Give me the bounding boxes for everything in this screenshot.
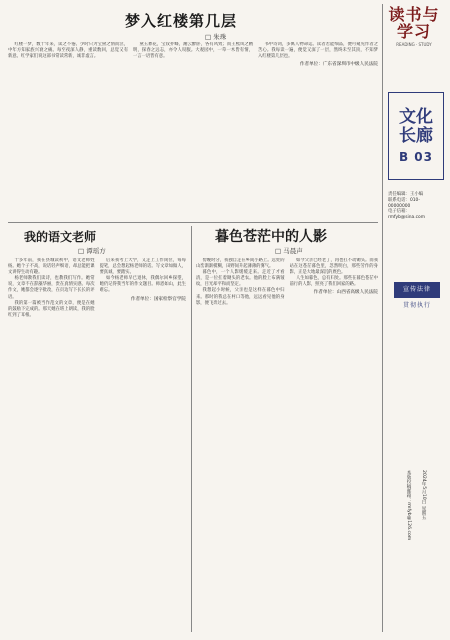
article2-paragraph: 我的第一篇被当作范文的文章，便是在她的鼓励下完成的。那天她在班上朗读，我的脸红到了耳根。 [8,300,95,318]
brand-name: 读书与学习 [388,5,440,41]
issue-date: 2024年5月10日 星期五 [421,470,426,520]
article1-paragraph: 黛玉葬花，宝钗扑蝶，湘云醉卧，各有风致；而王熙凤之精明，探春之远志，亦令人叹服。大观园中，一草一木皆有情，一言一语皆有意。 [133,42,253,60]
brand-subtitle: READING · STUDY [396,42,432,47]
article1-col-3 [258,42,378,218]
article2-paragraph: 如今杨老师早已退休，我偶尔回乡探望，她仍记得我当年的作文题目。师恩如山，此生难忘。 [99,276,186,294]
article3-paragraph: 人生如暮色，总有归处。那些在暮色苍茫中前行的人影，照亮了我们回家的路。 [289,276,378,288]
article2-author: □ 谭瑶方 [78,247,106,255]
article1-author: □ 朱珠 [205,33,227,41]
article1-col-1 [8,42,128,218]
article3-paragraph: 我想起小时候，父亲也是这样在暮色中归来。那时的我总在村口等他，远远看见他的身影，便飞奔过去。 [196,288,285,306]
article2-col-2 [100,258,187,632]
motto-banner: 宣传法律 [394,282,440,298]
article2-paragraph: 十多年前，我在县城读初中，语文老师姓杨。她个子不高，说话轻声细语，却总能把课文讲得生动有趣。 [8,258,95,276]
article2-title: 我的语文老师 [24,230,97,244]
article3-body [196,258,378,632]
article3-paragraph: 如今父亲已经老了，再也扛不动锄头。而我站在这苍茫暮色里，忽然明白，那些劳作的身影，正是大地最深沉的底色。 [289,258,378,276]
section-divider [8,222,378,223]
motto-subline: 贯彻执行 [402,302,431,309]
editor-info [388,192,442,221]
article2-paragraph: 后来我考上大学，又走上工作岗位，每每提笔，总会想起杨老师的话。写文章如做人，要真诚，要踏实。 [99,258,186,276]
article2-author-note: 作者单位：国家检察官学院 [130,296,186,302]
article3-paragraph: 傍晚时分，我独自走在乡间小路上。远处的山峦渐渐模糊，田野间升起薄薄的雾气。 [196,258,285,270]
article2-col-1 [8,258,95,632]
editor-line: 电子信箱：rmfyb@sina.com [388,209,426,221]
article1-body [8,42,378,218]
section-name: 文化长廊 [399,107,433,146]
article3-author: □ 马晨声 [275,247,303,255]
masthead-logo [384,6,444,47]
editor-line: 责任编辑：王小编 [388,192,424,197]
article1-paragraph: 书中诗词，多寓人物命运。读者若能细品，便可窥见作者之苦心。我每读一遍，便觉又深了一层，然终未至其顶，不知梦入红楼第几层也。 [258,42,378,60]
editor-line: 联系电话：010-00000000 [388,197,420,209]
section-box [388,92,444,180]
sidebar-divider [382,4,383,632]
article2-body [8,258,186,632]
article3-col-2 [290,258,379,632]
article2-paragraph: 杨老师教我们读诗，也教我们写作。她常说，文章不在辞藻华丽，贵在真情实感。每次作文，她都会逐字批改，在页边写下长长的评语。 [8,276,95,300]
article1-author-note: 作者单位：广东省深圳市中级人民法院 [299,62,378,68]
column-divider [191,226,192,632]
article1-paragraph: 红楼一梦，数十年来，读之不倦。少时只为宝黛之情而泣，中年方知家族兴衰之痛。每至夜深人静，重读数回，总觉又有新意。红学家们说这部书常读常新，诚非虚言。 [8,42,128,60]
footer-contact: 本版投稿邮箱：rmfyb@126.com [406,470,411,541]
article3-author-note: 作者单位：山西省高级人民法院 [313,290,378,296]
article1-col-2 [133,42,253,218]
article3-col-1 [196,258,285,632]
article3-title: 暮色苍茫中的人影 [215,229,327,245]
article3-paragraph: 暮色中，一个人影缓缓走来。走近了才看清，是一位扛着锄头的老农。他的脸上布满皱纹，目光却平和而坚定。 [196,270,285,288]
article1-title: 梦入红楼第几层 [125,12,238,30]
page-number: B 03 [398,150,434,164]
